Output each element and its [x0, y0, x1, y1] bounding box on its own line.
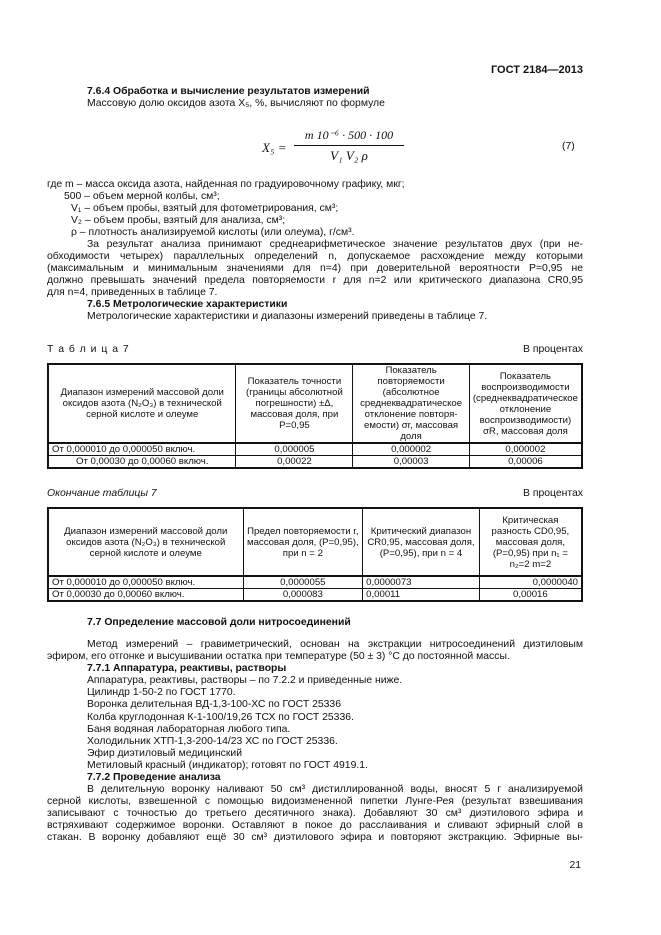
cell: 0,000083: [243, 589, 363, 602]
definition: 500 – объем мерной колбы, см³;: [64, 191, 220, 202]
paragraph-line: записывают с точностью до третьего десятичного знака). Добавляют 30 см³ диэтилового эфира и: [47, 808, 583, 819]
definition: ρ – плотность анализируемой кислоты (или олеума), г/см³.: [71, 227, 355, 238]
cell: От 0,000010 до 0,000050 включ.: [48, 443, 236, 456]
cell: 0,000005: [236, 443, 353, 456]
paragraph-line: стакан. В воронку добавляют ещё 30 см³ диэтилового эфира и повторяют экстракцию. Эфирные вы-: [47, 832, 583, 843]
table-units: В процентах: [523, 488, 583, 499]
table-caption: Т а б л и ц а 7: [47, 344, 130, 355]
table-row: [48, 443, 582, 456]
column-header: Показатель точности (границы абсолютной погрешности) ±Δ, массовая доля, при P=0,95: [236, 364, 353, 443]
formula-denominator: V₁ V₂ ρ: [330, 148, 368, 163]
paragraph-line: серной кислоты, взвешенной с помощью видоизмененной пипетки Лунге-Рея (результат взвешивания: [47, 796, 583, 807]
column-header: Диапазон измерений массовой доли оксидов азота (N₂O₃) в технической серной кислоте и олеуме: [48, 508, 243, 576]
section-heading-7-7-2: 7.7.2 Проведение анализа: [87, 772, 221, 783]
definition: V₂ – объем пробы, взятый для анализа, см³;: [71, 215, 286, 226]
equipment-item: Аппаратура, реактивы, растворы – по 7.2.2 и приведенные ниже.: [87, 675, 403, 686]
cell: От 0,00030 до 0,00060 включ.: [48, 456, 236, 469]
paragraph-line: встряхивают содержимое воронки. Оставляют в покое до расслаивания и сливают эфирный слой в: [47, 820, 583, 831]
equipment-item: Эфир диэтиловый медицинский: [87, 748, 243, 759]
column-header: Критический диапазон CR0,95, массовая доля, (P=0,95), при n = 4: [363, 508, 480, 576]
table-row: [48, 456, 582, 469]
cell: 0,0000055: [243, 576, 363, 589]
paragraph-line: Метод измерений – гравиметрический, основан на экстракции нитросоединений диэтиловым: [87, 639, 583, 650]
section-text: Метрологические характеристики и диапазоны измерений приведены в таблице 7.: [87, 311, 488, 322]
formula-numerator: m 10⁻⁶ · 500 · 100: [304, 128, 394, 142]
cell: 0,00022: [236, 456, 353, 469]
paragraph-line: За результат анализа принимают среднеарифметическое значение результатов двух (при не-: [87, 239, 583, 250]
cell: 0,00003: [353, 456, 470, 469]
table-units: В процентах: [523, 344, 583, 355]
definition: V₁ – объем пробы, взятый для фотометрирования, см³;: [71, 203, 339, 214]
cell: 0,00006: [469, 456, 582, 469]
cell: 0,0000073: [363, 576, 480, 589]
fraction-bar: [294, 145, 404, 146]
paragraph-line: эфиром, его отгонке и высушивании остатка при температуре (50 ± 3) °С до постоянной массы.: [47, 651, 510, 662]
formula-intro: Массовую долю оксидов азота X₅, %, вычисляют по формуле: [87, 98, 385, 109]
cell: От 0,00030 до 0,00060 включ.: [48, 589, 243, 602]
section-heading-7-6-5: 7.6.5 Метрологические характеристики: [87, 299, 288, 310]
paragraph-line: должно превышать значений предела повторяемости r для n=2 или критического диапазона CR0,95: [47, 275, 583, 286]
page-number: 21: [569, 860, 581, 871]
equipment-item: Цилиндр 1-50-2 по ГОСТ 1770.: [87, 687, 236, 698]
paragraph-line: обходимости четырех) параллельных определений n, допускаемое расхождение между которыми: [47, 251, 583, 262]
document-id: ГОСТ 2184—2013: [490, 64, 583, 76]
cell: 0,0000040: [479, 576, 582, 589]
paragraph-line: (максимальным и минимальным значениями для n=4) при доверительной вероятности P=0,95 не: [47, 263, 583, 274]
cell: 0,000002: [353, 443, 470, 456]
table-caption: Окончание таблицы 7: [47, 488, 157, 499]
section-heading-7-7-1: 7.7.1 Аппаратура, реактивы, растворы: [87, 663, 287, 674]
cell: От 0,000010 до 0,000050 включ.: [48, 576, 243, 589]
equipment-item: Воронка делительная ВД-1,3-100-ХС по ГОСТ 25336: [87, 699, 341, 710]
table-row: [48, 589, 582, 602]
equipment-item: Баня водяная лабораторная любого типа.: [87, 724, 291, 735]
column-header: Показатель воспроизводимости (среднеквадратическое отклонение воспроизводимости) σR, массовая доля: [469, 364, 582, 443]
cell: 0,000002: [469, 443, 582, 456]
paragraph-line: для n=4, приведенных в таблице 7.: [47, 287, 218, 298]
table-row: [48, 576, 582, 589]
cell: 0,00011: [363, 589, 480, 602]
where-line: где m – масса оксида азота, найденная по градуировочному графику, мкг;: [47, 179, 405, 190]
section-heading-7-7: 7.7 Определение массовой доли нитросоединений: [87, 617, 351, 628]
table-7: [47, 363, 583, 469]
cell: 0,00016: [479, 589, 582, 602]
paragraph-line: В делительную воронку наливают 50 см³ дистиллированной воды, вносят 5 г анализируемой: [87, 784, 583, 795]
formula-number: (7): [562, 141, 575, 152]
equipment-item: Холодильник ХТП-1,3-200-14/23 ХС по ГОСТ 25336.: [87, 736, 338, 747]
column-header: Показатель повторяемости (абсолютное среднеквадратическое отклонение повторя-емости) σr, массовая доля: [353, 364, 470, 443]
section-heading-7-6-4: 7.6.4 Обработка и вычисление результатов измерений: [87, 86, 370, 97]
column-header: Диапазон измерений массовой доли оксидов азота (N₂O₃) в технической серной кислоте и олеуме: [48, 364, 236, 443]
equipment-item: Колба круглодонная К-1-100/19,26 ТСХ по ГОСТ 25336.: [87, 712, 354, 723]
column-header: Предел повторяемости r, массовая доля, (P=0,95), при n = 2: [243, 508, 363, 576]
table-7-continued: [47, 507, 583, 602]
formula-lhs: X₅ =: [262, 140, 287, 155]
column-header: Критическая разность CD0,95, массовая доля, (P=0,95) при n₁ = n₂=2 m=2: [479, 508, 582, 576]
equipment-item: Метиловый красный (индикатор); готовят по ГОСТ 4919.1.: [87, 760, 368, 771]
